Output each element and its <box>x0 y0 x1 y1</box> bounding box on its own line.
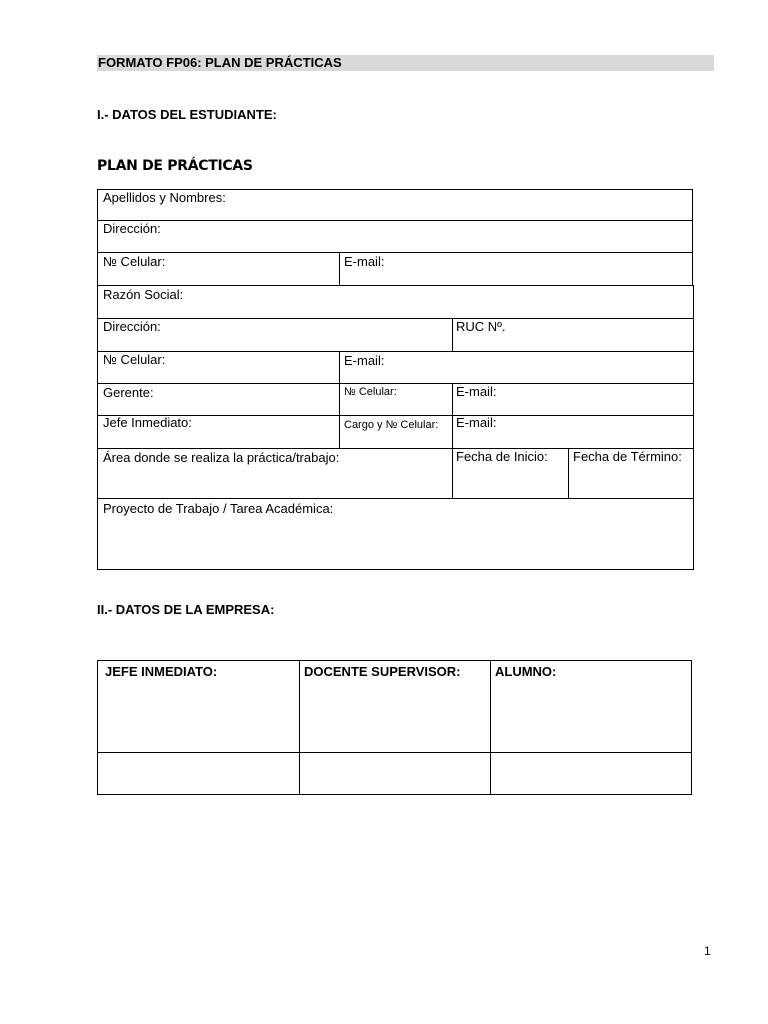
divider <box>568 448 569 499</box>
label-jefe-email: E-mail: <box>456 415 497 430</box>
label-direccion: Dirección: <box>103 319 161 334</box>
label-jefe: Jefe Inmediato: <box>103 415 192 430</box>
label-razon-social: Razón Social: <box>103 287 184 302</box>
label-signature-docente: DOCENTE SUPERVISOR: <box>304 664 461 679</box>
label-jefe-cargo: Cargo y № Celular: <box>344 419 439 431</box>
row-celular-email[interactable] <box>97 252 693 286</box>
label-celular: № Celular: <box>103 254 166 269</box>
label-ruc: RUC Nº. <box>456 319 506 334</box>
label-signature-jefe: JEFE INMEDIATO: <box>105 664 218 679</box>
label-fecha-termino: Fecha de Término: <box>573 449 682 464</box>
label-celular: № Celular: <box>103 352 166 367</box>
divider <box>339 383 340 416</box>
section-company-heading: II.- DATOS DE LA EMPRESA: <box>97 602 275 617</box>
row-celular-email[interactable] <box>97 351 694 384</box>
divider <box>452 383 453 416</box>
divider <box>452 318 453 352</box>
divider <box>452 415 453 449</box>
label-gerente: Gerente: <box>103 385 154 400</box>
row-direccion-ruc[interactable] <box>97 318 694 352</box>
label-email: E-mail: <box>344 353 385 368</box>
label-area: Área donde se realiza la práctica/trabajo: <box>103 450 340 465</box>
divider <box>339 351 340 384</box>
plan-title: PLAN DE PRÁCTICAS <box>97 158 253 174</box>
row-razon-social[interactable] <box>97 285 694 319</box>
divider <box>97 752 692 753</box>
label-apellidos: Apellidos y Nombres: <box>103 190 226 205</box>
label-signature-alumno: ALUMNO: <box>495 664 557 679</box>
divider <box>339 415 340 449</box>
label-gerente-celular: № Celular: <box>344 386 397 398</box>
label-proyecto: Proyecto de Trabajo / Tarea Académica: <box>103 501 334 516</box>
document-title: FORMATO FP06: PLAN DE PRÁCTICAS <box>97 55 714 71</box>
row-direccion[interactable] <box>97 220 693 253</box>
page-number: 1 <box>704 944 711 958</box>
divider <box>339 252 340 286</box>
label-email: E-mail: <box>344 254 385 269</box>
section-student-heading: I.- DATOS DEL ESTUDIANTE: <box>97 107 277 122</box>
label-fecha-inicio: Fecha de Inicio: <box>456 449 548 464</box>
label-direccion: Dirección: <box>103 221 161 236</box>
label-gerente-email: E-mail: <box>456 384 497 399</box>
divider <box>452 448 453 499</box>
